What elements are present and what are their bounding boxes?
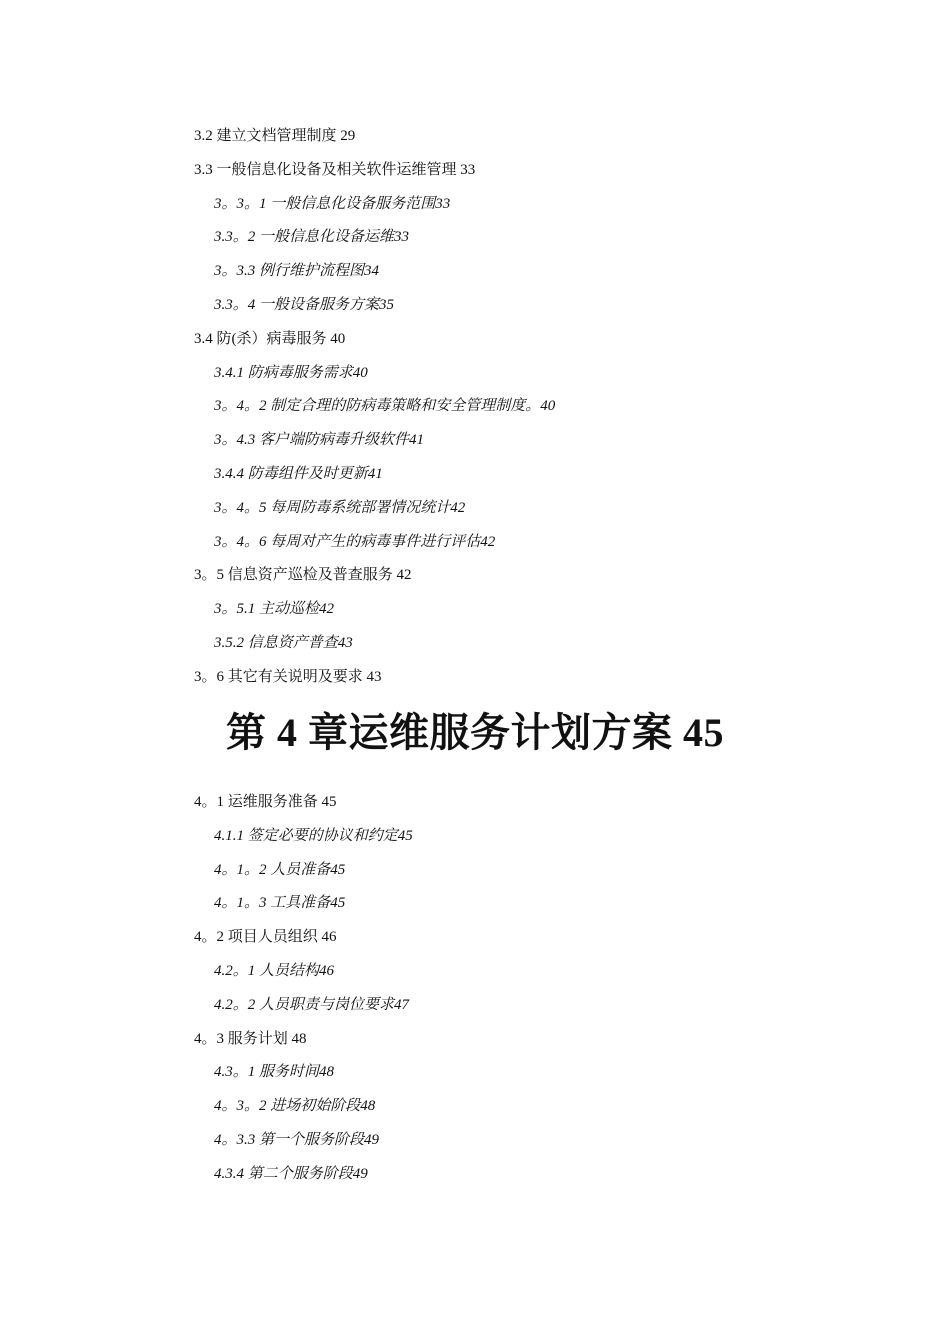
toc-subentry[interactable]: 3.5.2 信息资产普查43 <box>214 634 353 651</box>
toc-subentry[interactable]: 3。4。6 每周对产生的病毒事件进行评估42 <box>214 533 496 550</box>
toc-subentry[interactable]: 4。3.3 第一个服务阶段49 <box>214 1131 380 1148</box>
toc-entry[interactable]: 4。1 运维服务准备 45 <box>194 794 337 810</box>
toc-section-chapter-4 <box>0 791 950 1197</box>
toc-subentry[interactable]: 3.3。2 一般信息化设备运维33 <box>214 229 410 246</box>
toc-subentry[interactable]: 3。3.3 例行维护流程图34 <box>214 263 380 280</box>
toc-entry[interactable]: 3。6 其它有关说明及要求 43 <box>194 668 382 685</box>
toc-subentry[interactable]: 3。4。5 每周防毒系统部署情况统计42 <box>214 499 466 516</box>
toc-subentry[interactable]: 3。5.1 主动巡检42 <box>214 601 335 618</box>
toc-subentry[interactable]: 3.3。4 一般设备服务方案35 <box>214 296 395 313</box>
toc-entry[interactable]: 3。5 信息资产巡检及普查服务 42 <box>194 567 412 584</box>
toc-subentry[interactable]: 4.1.1 签定必要的协议和约定45 <box>214 827 413 844</box>
toc-subentry[interactable]: 4.2。2 人员职责与岗位要求47 <box>214 996 410 1013</box>
toc-entry[interactable]: 3.3 一般信息化设备及相关软件运维管理 33 <box>194 161 476 178</box>
toc-subentry[interactable]: 4.2。1 人员结构46 <box>214 962 335 979</box>
toc-subentry[interactable]: 3。4。2 制定合理的防病毒策略和安全管理制度。40 <box>214 398 556 415</box>
chapter-heading[interactable]: 第 4 章运维服务计划方案 45 <box>226 710 724 755</box>
toc-entry[interactable]: 3.2 建立文档管理制度 29 <box>194 128 356 144</box>
toc-subentry[interactable]: 3。4.3 客户端防病毒升级软件41 <box>214 432 425 449</box>
toc-subentry[interactable]: 3.4.1 防病毒服务需求40 <box>214 364 368 381</box>
toc-entry[interactable]: 4。2 项目人员组织 46 <box>194 929 337 946</box>
toc-subentry[interactable]: 4。1。3 工具准备45 <box>214 895 346 912</box>
toc-section-chapter-3 <box>0 125 950 700</box>
toc-subentry[interactable]: 4。1。2 人员准备45 <box>214 861 346 878</box>
toc-entry[interactable]: 4。3 服务计划 48 <box>194 1030 307 1047</box>
toc-subentry[interactable]: 4.3.4 第二个服务阶段49 <box>214 1165 368 1182</box>
toc-subentry[interactable]: 4.3。1 服务时间48 <box>214 1064 335 1081</box>
toc-entry[interactable]: 3.4 防(杀）病毒服务 40 <box>194 330 346 347</box>
toc-subentry[interactable]: 3。3。1 一般信息化设备服务范围33 <box>214 195 451 212</box>
toc-subentry[interactable]: 3.4.4 防毒组件及时更新41 <box>214 465 383 482</box>
toc-subentry[interactable]: 4。3。2 进场初始阶段48 <box>214 1098 376 1115</box>
